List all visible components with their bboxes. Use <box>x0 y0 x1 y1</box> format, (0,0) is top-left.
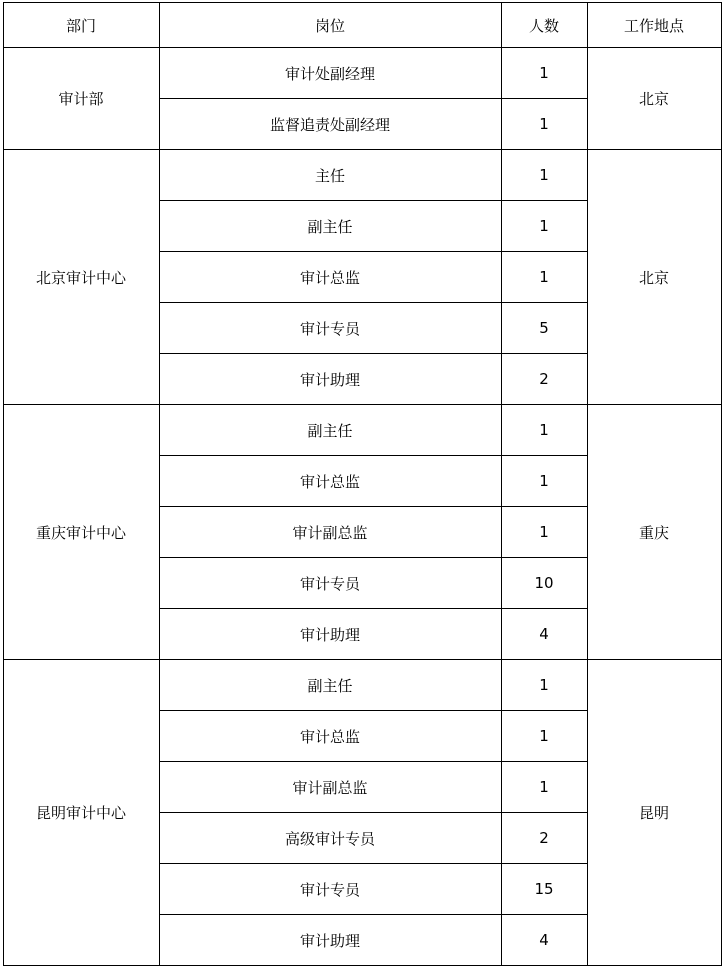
position-cell: 审计专员 <box>159 558 501 609</box>
table-row <box>3 405 721 456</box>
headcount-cell: 1 <box>501 99 587 150</box>
position-cell: 审计处副经理 <box>159 48 501 99</box>
position-cell: 审计副总监 <box>159 507 501 558</box>
position-cell: 审计助理 <box>159 354 501 405</box>
department-cell: 昆明审计中心 <box>3 660 159 966</box>
headcount-cell: 1 <box>501 201 587 252</box>
table-row <box>3 48 721 99</box>
position-cell: 副主任 <box>159 660 501 711</box>
department-cell: 审计部 <box>3 48 159 150</box>
column-header-position: 岗位 <box>159 3 501 48</box>
headcount-cell: 2 <box>501 813 587 864</box>
table-header <box>3 3 721 48</box>
position-cell: 审计专员 <box>159 864 501 915</box>
position-cell: 主任 <box>159 150 501 201</box>
headcount-cell: 15 <box>501 864 587 915</box>
headcount-cell: 1 <box>501 252 587 303</box>
location-cell: 重庆 <box>587 405 721 660</box>
header-row <box>3 3 721 48</box>
table-body <box>3 48 721 966</box>
recruitment-table <box>3 2 722 966</box>
headcount-cell: 1 <box>501 456 587 507</box>
position-cell: 审计总监 <box>159 456 501 507</box>
table-row <box>3 660 721 711</box>
position-cell: 监督追责处副经理 <box>159 99 501 150</box>
column-header-headcount: 人数 <box>501 3 587 48</box>
location-cell: 北京 <box>587 150 721 405</box>
table-row <box>3 150 721 201</box>
department-cell: 重庆审计中心 <box>3 405 159 660</box>
position-cell: 高级审计专员 <box>159 813 501 864</box>
headcount-cell: 5 <box>501 303 587 354</box>
column-header-department: 部门 <box>3 3 159 48</box>
headcount-cell: 1 <box>501 405 587 456</box>
headcount-cell: 4 <box>501 915 587 966</box>
headcount-cell: 1 <box>501 660 587 711</box>
headcount-cell: 1 <box>501 48 587 99</box>
headcount-cell: 1 <box>501 507 587 558</box>
position-cell: 审计总监 <box>159 711 501 762</box>
headcount-cell: 4 <box>501 609 587 660</box>
position-cell: 审计助理 <box>159 609 501 660</box>
location-cell: 北京 <box>587 48 721 150</box>
position-cell: 副主任 <box>159 201 501 252</box>
location-cell: 昆明 <box>587 660 721 966</box>
headcount-cell: 1 <box>501 150 587 201</box>
headcount-cell: 1 <box>501 762 587 813</box>
headcount-cell: 2 <box>501 354 587 405</box>
position-cell: 审计副总监 <box>159 762 501 813</box>
position-cell: 审计总监 <box>159 252 501 303</box>
headcount-cell: 10 <box>501 558 587 609</box>
position-cell: 审计专员 <box>159 303 501 354</box>
column-header-location: 工作地点 <box>587 3 721 48</box>
department-cell: 北京审计中心 <box>3 150 159 405</box>
position-cell: 副主任 <box>159 405 501 456</box>
headcount-cell: 1 <box>501 711 587 762</box>
position-cell: 审计助理 <box>159 915 501 966</box>
